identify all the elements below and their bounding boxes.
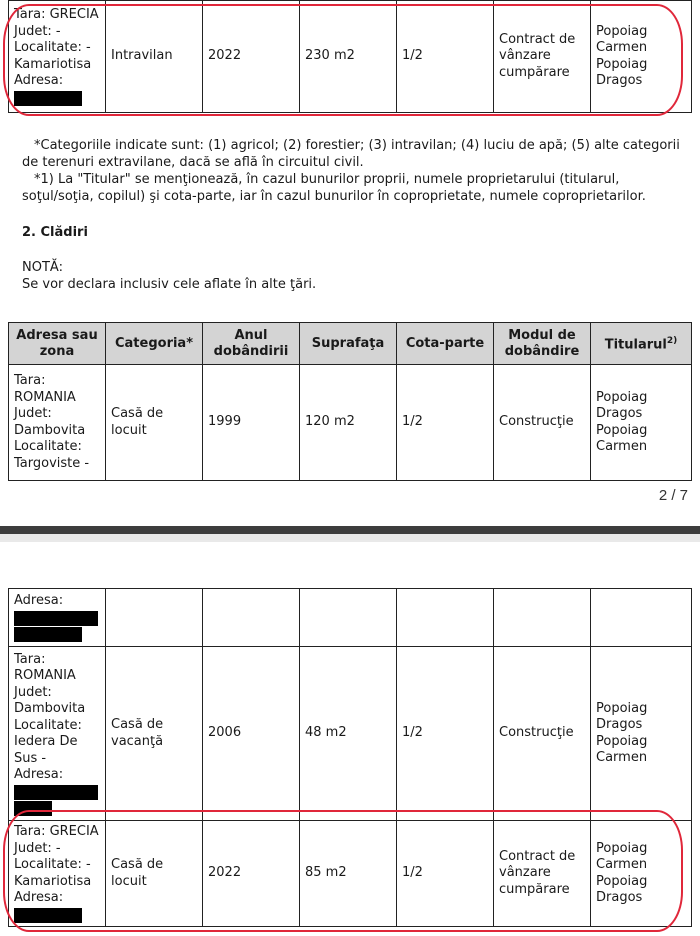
buildings-table-continued xyxy=(8,588,692,927)
owners-cell xyxy=(591,1,692,113)
area-cell: 230 m2 xyxy=(300,1,397,113)
owners-cell xyxy=(591,821,692,927)
land-table xyxy=(8,0,692,113)
page-separator-shadow xyxy=(0,534,700,542)
empty-cell xyxy=(106,589,203,647)
category-cell: Casă de locuit xyxy=(106,821,203,927)
address-cell xyxy=(9,1,106,113)
header-titular-label: Titularul xyxy=(604,337,667,353)
owner-line: Carmen xyxy=(596,750,648,765)
header-year: Anul dobândirii xyxy=(203,323,300,365)
address-line: Adresa: xyxy=(14,767,64,782)
empty-cell xyxy=(203,589,300,647)
address-line: Kamariotisa xyxy=(14,56,92,72)
redaction-bar xyxy=(14,785,98,800)
section-heading: 2. Clădiri xyxy=(22,225,88,240)
owner-line: Popoiag xyxy=(596,700,648,716)
redaction-bar xyxy=(14,627,82,642)
redaction-bar xyxy=(14,611,98,626)
address-line: Dambovita xyxy=(14,701,86,716)
owner-line: Popoiag xyxy=(596,733,648,749)
buildings-table xyxy=(8,322,692,481)
address-line: Adresa: xyxy=(14,73,64,89)
table-row xyxy=(9,365,692,481)
address-line: Tara: GRECIA xyxy=(14,7,99,23)
owner-line: Dragos xyxy=(596,890,643,905)
address-line: Iedera De xyxy=(14,734,78,749)
redaction-bar xyxy=(14,908,82,923)
header-titular xyxy=(591,323,692,365)
address-line: Targoviste - xyxy=(14,455,90,471)
address-line: Judet: xyxy=(14,684,52,700)
redaction-bar xyxy=(14,801,52,816)
year-cell: 2022 xyxy=(203,821,300,927)
empty-cell xyxy=(397,589,494,647)
category-cell: Casă de locuit xyxy=(106,365,203,481)
owner-line: Dragos xyxy=(596,73,643,88)
category-cell: Casă de vacanţă xyxy=(106,647,203,821)
nota-text: Se vor declara inclusiv cele aflate în alte ţări. xyxy=(22,277,317,292)
empty-cell xyxy=(494,589,591,647)
address-line: Adresa: xyxy=(14,890,64,906)
owner-line: Dragos xyxy=(596,406,643,421)
year-cell: 2006 xyxy=(203,647,300,821)
categories-note: *Categoriile indicate sunt: (1) agricol; (2) forestier; (3) intravilan; (4) luciu de apă; (5) alte categorii de terenuri extravilane, dacă se află în circuitul civil. xyxy=(22,138,680,170)
owner-line: Popoiag xyxy=(596,873,648,889)
page-separator xyxy=(0,526,700,534)
category-cell: Intravilan xyxy=(106,1,203,113)
address-line: Localitate: - xyxy=(14,857,91,873)
titular-note: *1) La "Titular" se menţionează, în cazul bunurilor proprii, numele proprietarului (titularul, soţul/soţia, copilul) şi cota-parte, iar în cazul bunurilor în coproprietate, numele coproprietarilor. xyxy=(22,172,646,204)
owner-line: Popoiag xyxy=(596,840,648,856)
address-line: Tara: GRECIA xyxy=(14,824,99,840)
empty-cell xyxy=(300,589,397,647)
address-cell xyxy=(9,589,106,647)
nota-label: NOTĂ: xyxy=(22,260,63,275)
owners-cell xyxy=(591,647,692,821)
address-cell xyxy=(9,365,106,481)
share-cell: 1/2 xyxy=(397,365,494,481)
share-cell: 1/2 xyxy=(397,1,494,113)
mode-cell: Contract de vânzare cumpărare xyxy=(494,1,591,113)
owner-line: Popoiag xyxy=(596,389,648,405)
address-line: Localitate: - xyxy=(14,40,91,56)
address-line: Localitate: xyxy=(14,439,82,454)
empty-cell xyxy=(591,589,692,647)
header-category: Categoria* xyxy=(106,323,203,365)
year-cell: 1999 xyxy=(203,365,300,481)
address-line: Localitate: xyxy=(14,717,82,733)
address-cell xyxy=(9,821,106,927)
address-line: Sus - xyxy=(14,750,47,766)
address-line: Tara: xyxy=(14,651,46,667)
owner-line: Popoiag xyxy=(596,422,648,438)
address-line: Judet: - xyxy=(14,840,61,856)
owner-line: Popoiag xyxy=(596,23,648,39)
table-row xyxy=(9,821,692,927)
mode-cell: Construcţie xyxy=(494,647,591,821)
redaction-bar xyxy=(14,91,82,106)
owner-line: Dragos xyxy=(596,717,643,732)
address-cell xyxy=(9,647,106,821)
table-row xyxy=(9,647,692,821)
address-line: Adresa: xyxy=(14,593,64,609)
area-cell: 120 m2 xyxy=(300,365,397,481)
share-cell: 1/2 xyxy=(397,647,494,821)
owners-cell xyxy=(591,365,692,481)
page-number: 2 / 7 xyxy=(658,487,688,504)
table-header-row xyxy=(9,323,692,365)
header-address: Adresa sau zona xyxy=(9,323,106,365)
owner-line: Carmen xyxy=(596,857,648,872)
mode-cell: Construcţie xyxy=(494,365,591,481)
owner-line: Popoiag xyxy=(596,56,648,72)
header-share: Cota-parte xyxy=(397,323,494,365)
share-cell: 1/2 xyxy=(397,821,494,927)
address-line: Dambovita xyxy=(14,422,86,438)
address-line: ROMANIA xyxy=(14,389,76,405)
address-line: Judet: xyxy=(14,406,52,421)
table-row xyxy=(9,589,692,647)
address-line: Judet: - xyxy=(14,23,61,39)
year-cell: 2022 xyxy=(203,1,300,113)
address-line: Tara: xyxy=(14,373,46,388)
header-mode: Modul de dobândire xyxy=(494,323,591,365)
table-row xyxy=(9,1,692,113)
owner-line: Carmen xyxy=(596,40,648,55)
area-cell: 85 m2 xyxy=(300,821,397,927)
owner-line: Carmen xyxy=(596,439,648,454)
footnote-marker: 2) xyxy=(666,336,678,347)
address-line: Kamariotisa xyxy=(14,873,92,889)
area-cell: 48 m2 xyxy=(300,647,397,821)
address-line: ROMANIA xyxy=(14,668,76,683)
mode-cell: Contract de vânzare cumpărare xyxy=(494,821,591,927)
header-area: Suprafaţa xyxy=(300,323,397,365)
